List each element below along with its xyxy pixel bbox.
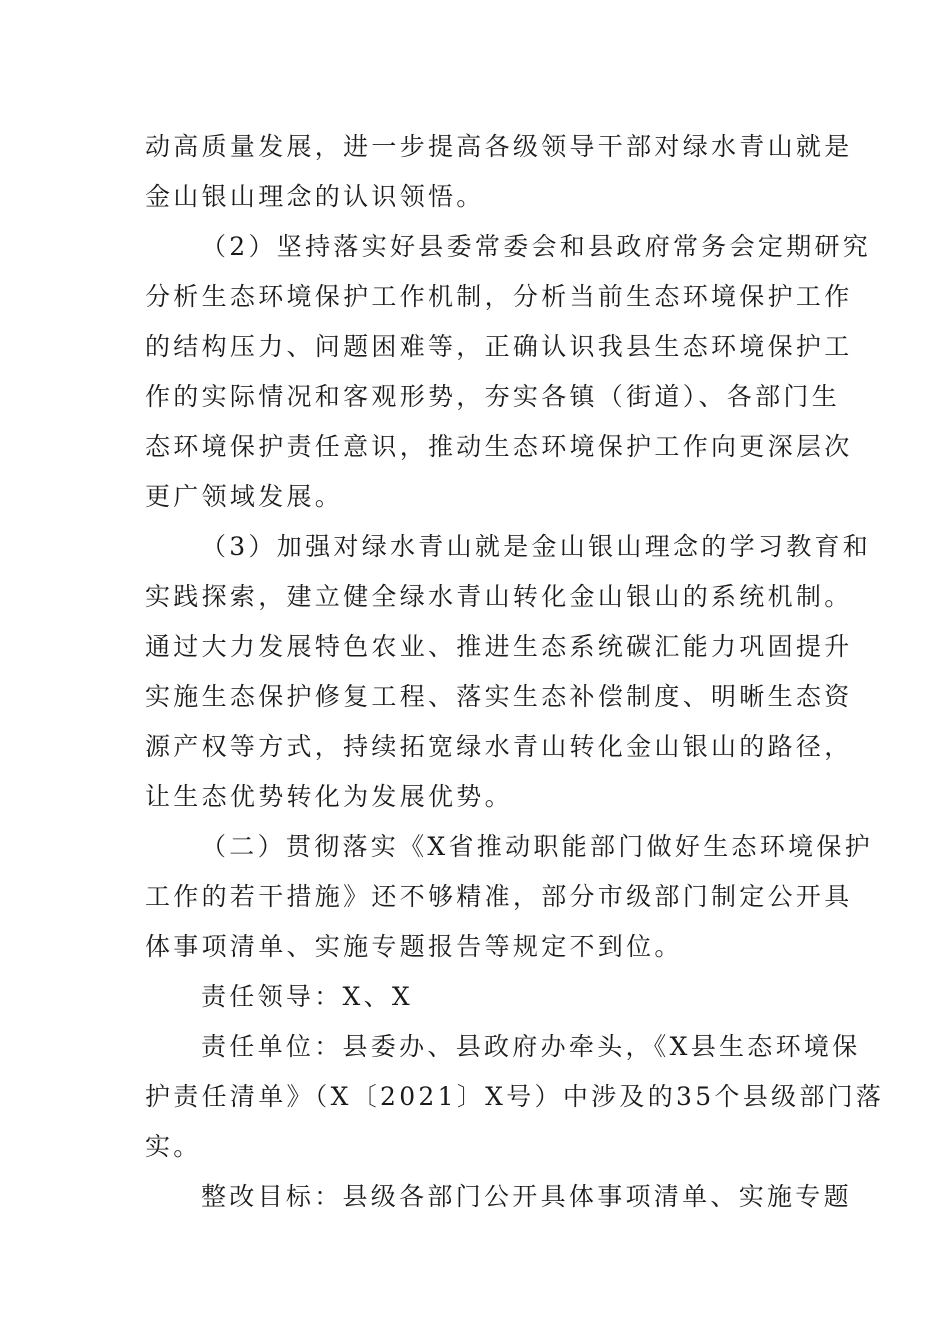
paragraph-item-3 xyxy=(145,522,872,822)
text-line: 更广领域发展。 xyxy=(145,482,344,511)
text-line: 责任领导：X、X xyxy=(201,982,413,1011)
paragraph-section-2 xyxy=(145,822,873,972)
paragraph-continuation xyxy=(145,122,853,222)
text-line: 实。 xyxy=(145,1132,202,1161)
text-line: 分析生态环境保护工作机制，分析当前生态环境保护工作 xyxy=(145,282,853,311)
paragraph-responsible-unit xyxy=(145,1022,885,1172)
text-line: 作的实际情况和客观形势，夯实各镇（街道）、各部门生 xyxy=(145,382,841,411)
text-line: 动高质量发展，进一步提高各级领导干部对绿水青山就是 xyxy=(145,132,853,161)
paragraph-responsible-leader xyxy=(145,972,818,1022)
text-line: 通过大力发展特色农业、推进生态系统碳汇能力巩固提升 xyxy=(145,632,853,661)
text-line: 实施生态保护修复工程、落实生态补偿制度、明晰生态资 xyxy=(145,682,853,711)
text-line: 整改目标：县级各部门公开具体事项清单、实施专题 xyxy=(201,1182,852,1211)
paragraph-item-2 xyxy=(145,222,872,522)
text-line: 体事项清单、实施专题报告等规定不到位。 xyxy=(145,932,683,961)
text-line: 护责任清单》（X〔2021〕X号）中涉及的35个县级部门落 xyxy=(145,1082,885,1111)
text-line: （3）加强对绿水青山就是金山银山理念的学习教育和 xyxy=(201,532,872,561)
text-line: 实践探索，建立健全绿水青山转化金山银山的系统机制。 xyxy=(145,582,853,611)
text-line: （二）贯彻落实《X省推动职能部门做好生态环境保护 xyxy=(201,832,873,861)
text-line: 责任单位：县委办、县政府办牵头，《X县生态环境保 xyxy=(201,1032,861,1061)
text-line: 让生态优势转化为发展优势。 xyxy=(145,782,513,811)
text-line: 工作的若干措施》还不够精准，部分市级部门制定公开具 xyxy=(145,882,853,911)
paragraph-rectification-goal xyxy=(145,1172,852,1222)
text-line: （2）坚持落实好县委常委会和县政府常务会定期研究 xyxy=(201,232,872,261)
text-line: 的结构压力、问题困难等，正确认识我县生态环境保护工 xyxy=(145,332,853,361)
text-line: 态环境保护责任意识，推动生态环境保护工作向更深层次 xyxy=(145,432,853,461)
text-line: 源产权等方式，持续拓宽绿水青山转化金山银山的路径， xyxy=(145,732,853,761)
text-line: 金山银山理念的认识领悟。 xyxy=(145,182,485,211)
